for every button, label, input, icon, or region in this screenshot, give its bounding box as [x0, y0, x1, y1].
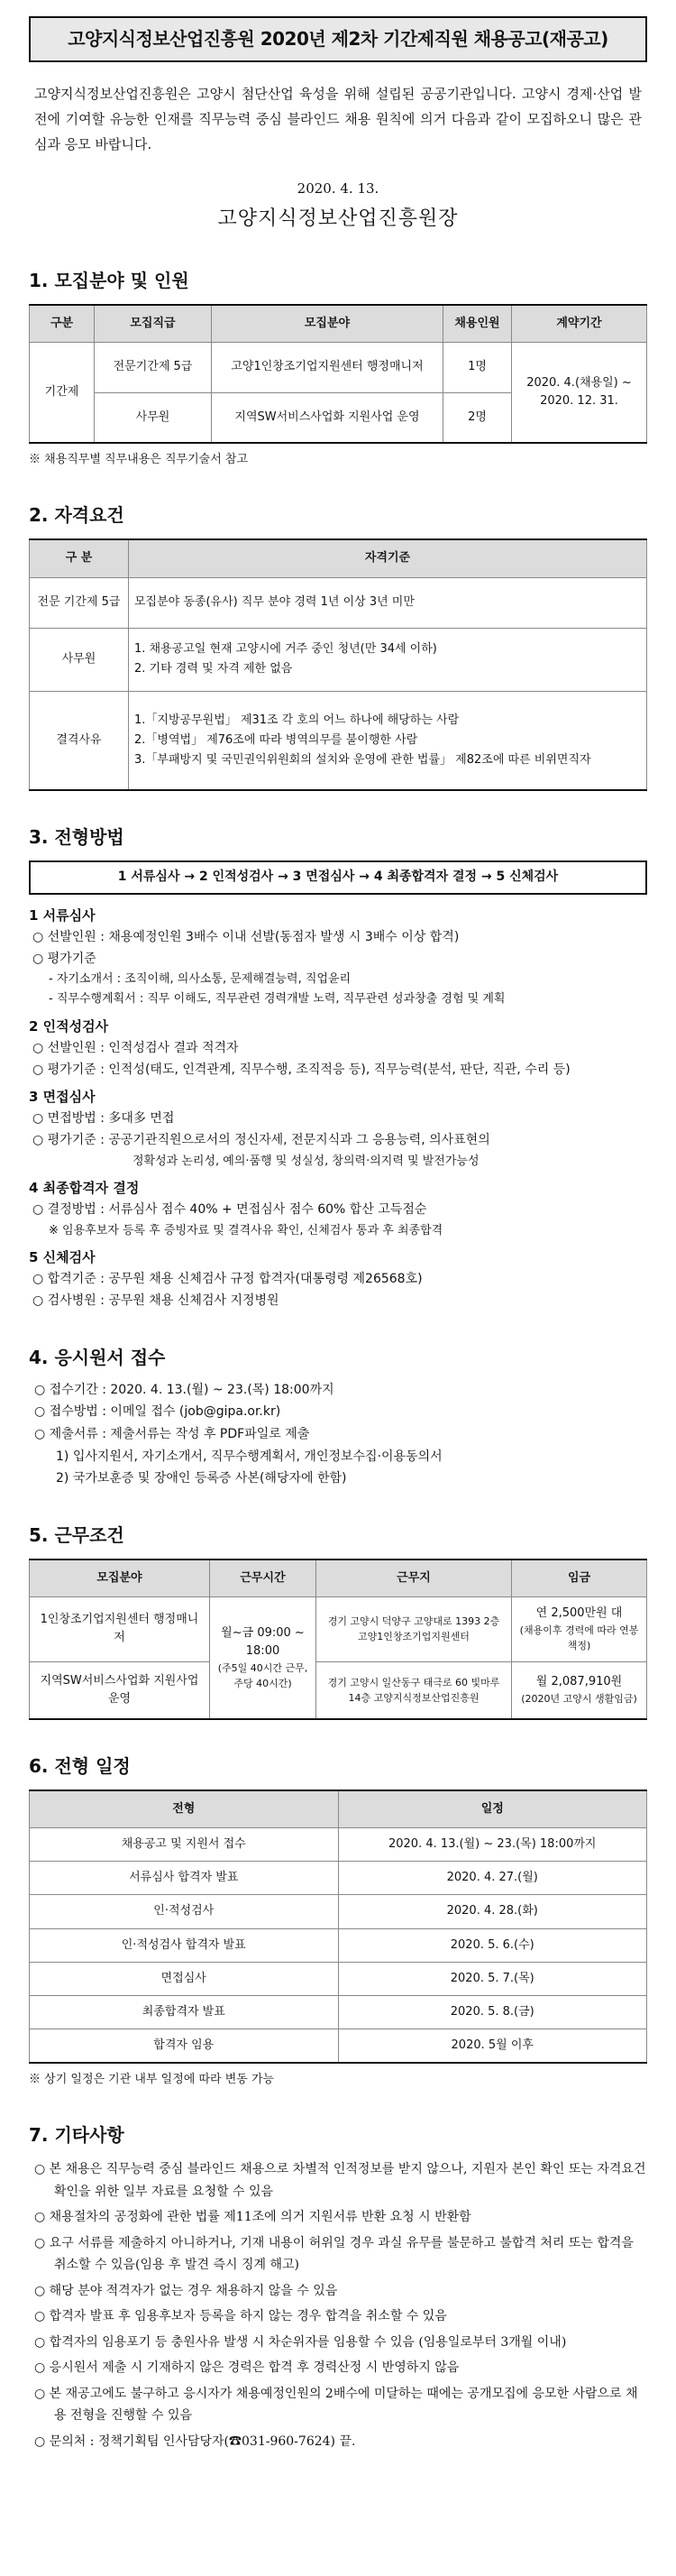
etc-item: ○ 합격자의 임용포기 등 충원사유 발생 시 차순위자를 임용할 수 있음 (임용일로부터 3개월 이내) [34, 2334, 567, 2350]
process-line: ○ 결정방법 : 서류심사 점수 40% + 면접심사 점수 60% 합산 고득점순 [32, 1202, 427, 1218]
process-line: ※ 임용후보자 등록 후 증빙자료 및 결격사유 확인, 신체검사 통과 후 최종합격 [49, 1223, 443, 1237]
recruitment-notice [0, 16, 676, 2492]
field-cell: 고양1인창조기업지원센터 행정매니저 [212, 342, 443, 392]
process-line: ○ 면접방법 : 多대多 면접 [32, 1111, 175, 1127]
field-cell: 1인창조기업지원센터 행정매니저 [30, 1597, 210, 1661]
process-block-heading: 2 인적성검사 [29, 1017, 109, 1035]
process-line: ○ 평가기준 [32, 951, 96, 966]
col-header: 구 분 [30, 539, 129, 577]
table-row [30, 1895, 647, 1928]
section-7-heading: 7. 기타사항 [29, 2124, 124, 2147]
field-cell: 지역SW서비스사업화 지원사업 운영 [30, 1661, 210, 1719]
process-line: ○ 선발인원 : 채용예정인원 3배수 이내 선발(동점자 발생 시 3배수 이상 합격) [32, 929, 460, 944]
qualifications-table [29, 538, 647, 791]
process-block-heading: 5 신체검사 [29, 1249, 96, 1266]
etc-item: ○ 본 채용은 직무능력 중심 블라인드 채용으로 차별적 인적정보를 받지 않으나, 지원자 본인 확인 또는 자격요건 확인을 위한 일부 자료를 요청할 수 있음 [34, 2162, 646, 2199]
process-block [29, 1017, 647, 1081]
schedule-table [29, 1789, 647, 2064]
apply-document: 1) 입사지원서, 자기소개서, 직무수행계획서, 개인정보수집·이용동의서 [56, 1449, 443, 1464]
work-conditions-table [29, 1559, 647, 1720]
period-cell: 2020. 4.(채용일) ~ 2020. 12. 31. [512, 342, 647, 443]
hours-cell [210, 1597, 316, 1719]
qual-item: 모집분야 동종(유사) 직무 분야 경력 1년 이상 3년 미만 [134, 594, 415, 609]
qual-label: 사무원 [30, 628, 129, 691]
table-row [30, 2029, 647, 2064]
process-line: 정확성과 논리성, 예의·품행 및 성실성, 창의력·의지력 및 발전가능성 [132, 1154, 480, 1168]
process-steps: 1 서류심사 → 2 인적성검사 → 3 면접심사 → 4 최종합격자 결정 → 5 신체검사 [29, 860, 647, 895]
col-header: 모집분야 [212, 305, 443, 343]
stage-cell: 채용공고 및 지원서 접수 [30, 1828, 339, 1862]
qual-label: 전문 기간제 5급 [30, 577, 129, 628]
qual-item: 1. 채용공고일 현재 고양시에 거주 중인 청년(만 34세 이하) [134, 641, 437, 656]
place-cell: 경기 고양시 일산동구 태극로 60 빛마루 14층 고양지식정보산업진흥원 [316, 1661, 512, 1719]
table-row [30, 1828, 647, 1862]
contact-info: ○ 문의처 : 정책기획팀 인사담당자(☎031-960-7624) 끝. [34, 2433, 356, 2449]
table-row [30, 342, 647, 392]
apply-line: ○ 제출서류 : 제출서류는 작성 후 PDF파일로 제출 [34, 1427, 310, 1442]
pay-cell [512, 1597, 647, 1661]
col-header: 모집직급 [95, 305, 212, 343]
qual-criteria [129, 691, 647, 790]
process-line: ○ 선발인원 : 인적성검사 결과 적격자 [32, 1040, 239, 1055]
process-line: ○ 합격기준 : 공무원 채용 신체검사 규정 합격자(대통령령 제26568호) [32, 1272, 423, 1287]
table-row [30, 1962, 647, 1995]
section-4-heading: 4. 응시원서 접수 [29, 1346, 166, 1368]
stage-cell: 인·적성검사 [30, 1895, 339, 1928]
qual-item: 3.「부패방지 및 국민권익위원회의 설치와 운영에 관한 법률」 제82조에 따른 비위면직자 [134, 752, 591, 767]
work-hours: 월~금 09:00 ~ 18:00 [221, 1625, 305, 1659]
col-header: 일정 [338, 1790, 647, 1828]
date-cell: 2020. 4. 27.(월) [338, 1862, 647, 1895]
process-block [29, 1247, 647, 1311]
etc-item: ○ 응시원서 제출 시 기재하지 않은 경력은 합격 후 경력산정 시 반영하지 않음 [34, 2360, 460, 2376]
col-header: 채용인원 [443, 305, 512, 343]
process-block-heading: 3 면접심사 [29, 1089, 96, 1106]
col-header: 근무지 [316, 1559, 512, 1597]
stage-cell: 합격자 임용 [30, 2029, 339, 2064]
pay-amount: 연 2,500만원 대 [535, 1606, 623, 1621]
section-3-heading: 3. 전형방법 [29, 826, 124, 849]
etc-item: ○ 요구 서류를 제출하지 아니하거나, 기재 내용이 허위일 경우 과실 유무를 불문하고 불합격 처리 또는 합격을 취소할 수 있음(임용 후 발견 즉시 징계 해고) [34, 2235, 634, 2273]
table-row [30, 1597, 647, 1661]
section-1-note: ※ 채용직무별 직무내용은 직무기술서 참고 [29, 453, 249, 467]
col-header: 임금 [512, 1559, 647, 1597]
etc-item: ○ 채용절차의 공정화에 관한 법률 제11조에 의거 지원서류 반환 요청 시 반환함 [34, 2210, 471, 2225]
field-cell: 지역SW서비스사업화 지원사업 운영 [212, 392, 443, 443]
date-cell: 2020. 4. 13.(월) ~ 23.(목) 18:00까지 [338, 1828, 647, 1862]
table-row [30, 577, 647, 628]
date-cell: 2020. 5월 이후 [338, 2029, 647, 2064]
process-line: ○ 평가기준 : 인적성(태도, 인격관계, 직무수행, 조직적응 등), 직무능력(분석, 판단, 직관, 수리 등) [32, 1062, 571, 1077]
intro-paragraph: 고양지식정보산업진흥원은 고양시 첨단산업 육성을 위해 설립된 공공기관입니다. 고양시 경제·산업 발전에 기여할 유능한 인재를 직무능력 중심 블라인드 채용 원칙에 의거 다음과 같이 모집하오니 많은 관심과 응모 바랍니다. [34, 86, 642, 152]
pay-cell [512, 1661, 647, 1719]
grade-cell: 사무원 [95, 392, 212, 443]
qual-criteria [129, 628, 647, 691]
issuer-name: 고양지식정보산업진흥원장 [217, 207, 459, 230]
col-header: 근무시간 [210, 1559, 316, 1597]
etc-item: ○ 합격자 발표 후 임용후보자 등록을 하지 않는 경우 합격을 취소할 수 있음 [34, 2309, 447, 2324]
process-block-heading: 1 서류심사 [29, 906, 96, 924]
col-header: 자격기준 [129, 539, 647, 577]
apply-line: ○ 접수기간 : 2020. 4. 13.(월) ~ 23.(목) 18:00까지 [34, 1382, 334, 1397]
count-cell: 1명 [443, 342, 512, 392]
count-cell: 2명 [443, 392, 512, 443]
process-block [29, 1087, 647, 1171]
section-2-heading: 2. 자격요건 [29, 504, 124, 527]
process-block-heading: 4 최종합격자 결정 [29, 1180, 140, 1196]
table-row [30, 1862, 647, 1895]
process-line: ○ 평가기준 : 공공기관직원으로서의 정신자세, 전문지식과 그 응용능력, 의사표현의 [32, 1133, 490, 1148]
pay-note: (채용이후 경력에 따라 연봉 책정) [519, 1624, 639, 1652]
stage-cell: 면접심사 [30, 1962, 339, 1995]
recruit-fields-table [29, 304, 647, 445]
table-row [30, 628, 647, 691]
notice-date: 2020. 4. 13. [297, 180, 379, 198]
qual-item: 2.「병역법」 제76조에 따라 병역의무를 불이행한 사람 [134, 732, 418, 747]
table-row [30, 1661, 647, 1719]
notice-title: 고양지식정보산업진흥원 2020년 제2차 기간제직원 채용공고(재공고) [29, 16, 647, 62]
date-cell: 2020. 4. 28.(화) [338, 1895, 647, 1928]
table-row [30, 1995, 647, 2029]
process-line: ○ 검사병원 : 공무원 채용 신체검사 지정병원 [32, 1293, 279, 1309]
date-cell: 2020. 5. 7.(목) [338, 1962, 647, 1995]
pay-amount: 월 2,087,910원 [535, 1675, 623, 1689]
process-line: - 자기소개서 : 조직이해, 의사소통, 문제해결능력, 직업윤리 [49, 972, 352, 987]
section-6-heading: 6. 전형 일정 [29, 1755, 131, 1778]
col-header: 모집분야 [30, 1559, 210, 1597]
etc-item: ○ 해당 분야 적격자가 없는 경우 채용하지 않을 수 있음 [34, 2283, 338, 2298]
section-6-note: ※ 상기 일정은 기관 내부 일정에 따라 변동 가능 [29, 2073, 275, 2087]
pay-note: (2020년 고양시 생활임금) [521, 1693, 637, 1706]
qual-label: 결격사유 [30, 691, 129, 790]
place-cell: 경기 고양시 덕양구 고양대로 1393 2층 고양1인창조기업지원센터 [316, 1597, 512, 1661]
col-header: 전형 [30, 1790, 339, 1828]
col-header: 계약기간 [512, 305, 647, 343]
process-block [29, 1178, 647, 1240]
stage-cell: 서류심사 합격자 발표 [30, 1862, 339, 1895]
table-row [30, 1928, 647, 1962]
section-5-heading: 5. 근무조건 [29, 1524, 124, 1547]
etc-item: ○ 본 재공고에도 불구하고 응시자가 채용예정인원의 2배수에 미달하는 때에는 공개모집에 응모한 사람으로 채용 전형을 진행할 수 있음 [34, 2386, 638, 2424]
table-row [30, 691, 647, 790]
process-block [29, 906, 647, 1009]
qual-item: 2. 기타 경력 및 자격 제한 없음 [134, 662, 293, 676]
apply-document: 2) 국가보훈증 및 장애인 등록증 사본(해당자에 한함) [56, 1471, 347, 1486]
stage-cell: 인·적성검사 합격자 발표 [30, 1928, 339, 1962]
qual-item: 1.「지방공무원법」 제31조 각 호의 어느 하나에 해당하는 사람 [134, 713, 460, 727]
date-cell: 2020. 5. 8.(금) [338, 1995, 647, 2029]
col-header: 구분 [30, 305, 95, 343]
qual-criteria [129, 577, 647, 628]
section-1-heading: 1. 모집분야 및 인원 [29, 269, 189, 291]
grade-cell: 전문기간제 5급 [95, 342, 212, 392]
type-cell: 기간제 [30, 342, 95, 443]
apply-line: ○ 접수방법 : 이메일 접수 (job@gipa.or.kr) [34, 1404, 281, 1420]
process-line: - 직무수행계획서 : 직무 이해도, 직무관련 경력개발 노력, 직무관련 성과창출 경험 및 계획 [49, 992, 506, 1007]
date-cell: 2020. 5. 6.(수) [338, 1928, 647, 1962]
stage-cell: 최종합격자 발표 [30, 1995, 339, 2029]
work-hours-note: (주5일 40시간 근무, 주당 40시간) [217, 1662, 308, 1690]
